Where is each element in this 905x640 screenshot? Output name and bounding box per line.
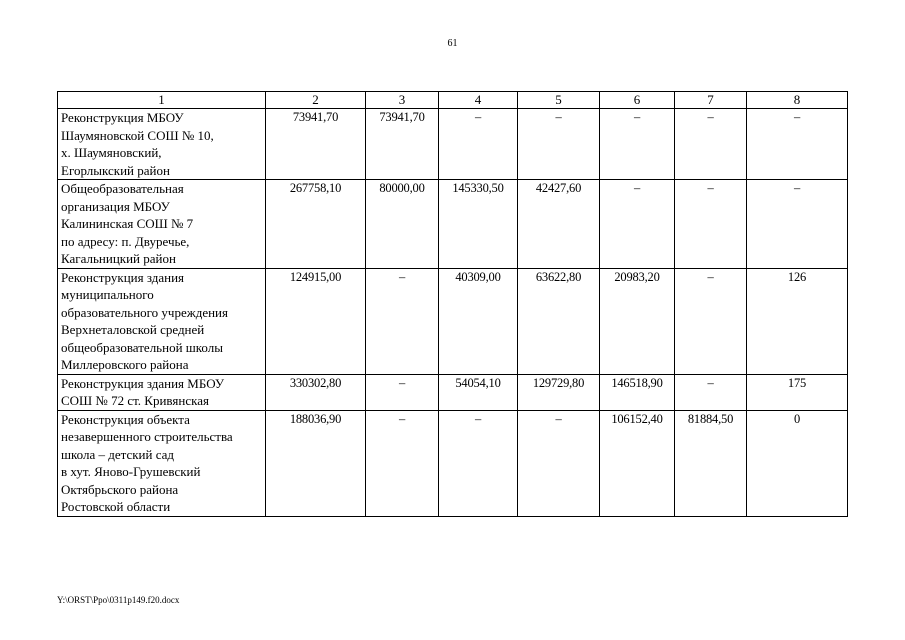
- project-name-cell: Общеобразовательная организация МБОУ Калининская СОШ № 7 по адресу: п. Двуречье, Кагальницкий район: [58, 180, 266, 269]
- table-row: [58, 109, 848, 180]
- value-cell: 0: [747, 410, 848, 516]
- value-cell: –: [518, 109, 600, 180]
- project-name-cell: Реконструкция здания МБОУ СОШ № 72 ст. Кривянская: [58, 374, 266, 410]
- value-cell: –: [675, 180, 747, 269]
- header-col-6: 6: [600, 92, 675, 109]
- table-row: [58, 180, 848, 269]
- header-row: [58, 92, 848, 109]
- header-col-2: 2: [266, 92, 366, 109]
- table-row: [58, 268, 848, 374]
- page-number: 61: [447, 38, 458, 49]
- value-cell: 330302,80: [266, 374, 366, 410]
- value-cell: –: [600, 180, 675, 269]
- table-row: [58, 410, 848, 516]
- project-name-cell: Реконструкция объекта незавершенного строительства школа – детский сад в хут. Яново-Грушевский Октябрьского района Ростовской области: [58, 410, 266, 516]
- project-name-cell: Реконструкция МБОУ Шаумяновской СОШ № 10, х. Шаумяновский, Егорлыкский район: [58, 109, 266, 180]
- value-cell: 175: [747, 374, 848, 410]
- value-cell: –: [518, 410, 600, 516]
- value-cell: 40309,00: [439, 268, 518, 374]
- value-cell: –: [366, 374, 439, 410]
- value-cell: –: [747, 180, 848, 269]
- table-header: [58, 92, 848, 109]
- value-cell: 80000,00: [366, 180, 439, 269]
- value-cell: 124915,00: [266, 268, 366, 374]
- header-col-8: 8: [747, 92, 848, 109]
- value-cell: –: [366, 410, 439, 516]
- value-cell: 73941,70: [266, 109, 366, 180]
- value-cell: –: [439, 109, 518, 180]
- value-cell: –: [439, 410, 518, 516]
- value-cell: 42427,60: [518, 180, 600, 269]
- value-cell: –: [600, 109, 675, 180]
- header-col-5: 5: [518, 92, 600, 109]
- value-cell: 267758,10: [266, 180, 366, 269]
- budget-table: [57, 91, 848, 517]
- value-cell: 54054,10: [439, 374, 518, 410]
- value-cell: 106152,40: [600, 410, 675, 516]
- value-cell: 188036,90: [266, 410, 366, 516]
- table-body: [58, 109, 848, 517]
- value-cell: 146518,90: [600, 374, 675, 410]
- value-cell: –: [675, 374, 747, 410]
- value-cell: 129729,80: [518, 374, 600, 410]
- value-cell: 126: [747, 268, 848, 374]
- value-cell: –: [675, 268, 747, 374]
- value-cell: –: [675, 109, 747, 180]
- value-cell: 63622,80: [518, 268, 600, 374]
- value-cell: 73941,70: [366, 109, 439, 180]
- header-col-3: 3: [366, 92, 439, 109]
- value-cell: –: [747, 109, 848, 180]
- header-col-1: 1: [58, 92, 266, 109]
- value-cell: 81884,50: [675, 410, 747, 516]
- header-col-7: 7: [675, 92, 747, 109]
- value-cell: 20983,20: [600, 268, 675, 374]
- value-cell: 145330,50: [439, 180, 518, 269]
- header-col-4: 4: [439, 92, 518, 109]
- project-name-cell: Реконструкция здания муниципального образовательного учреждения Верхнеталовской средней общеобразовательной школы Миллеровского района: [58, 268, 266, 374]
- table-row: [58, 374, 848, 410]
- footer-file-path: Y:\ORST\Ppo\0311p149.f20.docx: [57, 595, 180, 605]
- value-cell: –: [366, 268, 439, 374]
